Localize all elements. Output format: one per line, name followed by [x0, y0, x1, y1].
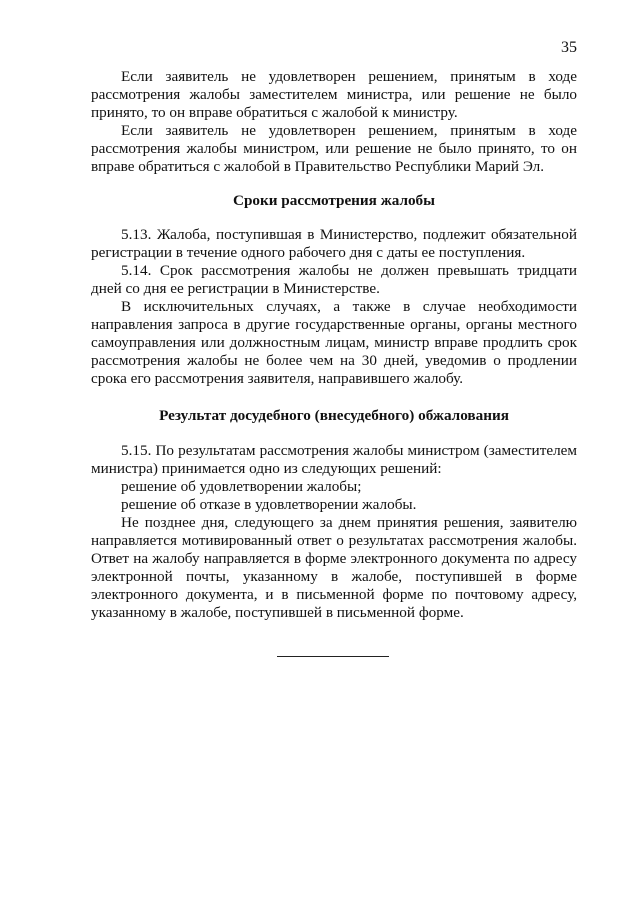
- heading-appeal-result: Результат досудебного (внесудебного) обжалования: [159, 407, 509, 424]
- document-body: [91, 68, 577, 622]
- heading-complaint-terms: Сроки рассмотрения жалобы: [232, 192, 436, 209]
- paragraph-5-15: 5.15. По результатам рассмотрения жалобы министром (заместителем министра) принимается одно из следующих решений:: [91, 442, 577, 477]
- paragraph-5-14: 5.14. Срок рассмотрения жалобы не должен превышать тридцати дней со дня ее регистрации в Министерстве.: [91, 262, 577, 297]
- paragraph-exceptional-cases: В исключительных случаях, а также в случае необходимости направления запроса в другие государственные органы, органы местного самоуправления или должностным лицам, министр вправе продлить срок рассмотрения жалобы не более чем на 30 дней, уведомив о продлении срока его рассмотрения заявителя, направившего жалобу.: [91, 298, 577, 387]
- page-number: 35: [561, 39, 577, 56]
- decision-option-refuse: решение об отказе в удовлетворении жалобы.: [121, 496, 417, 513]
- paragraph-5-13: 5.13. Жалоба, поступившая в Министерство, подлежит обязательной регистрации в течение одного рабочего дня с даты ее поступления.: [91, 226, 577, 261]
- decision-option-satisfy: решение об удовлетворении жалобы;: [121, 478, 362, 495]
- end-divider-line: [277, 656, 389, 657]
- paragraph-reply-delivery: Не позднее дня, следующего за днем принятия решения, заявителю направляется мотивированный ответ о результатах рассмотрения жалобы. Ответ на жалобу направляется в форме электронного документа по адресу электронной почты, указанному в жалобе, поступившей в форме электронного документа, и в письменной форме по почтовому адресу, указанному в жалобе, поступившей в письменной форме.: [91, 514, 577, 621]
- paragraph-appeal-to-minister: Если заявитель не удовлетворен решением, принятым в ходе рассмотрения жалобы заместителем министра, или решение не было принято, то он вправе обратиться с жалобой к министру.: [91, 68, 577, 121]
- paragraph-appeal-to-government: Если заявитель не удовлетворен решением, принятым в ходе рассмотрения жалобы министром, или решение не было принято, то он вправе обратиться с жалобой в Правительство Республики Марий Эл.: [91, 122, 577, 175]
